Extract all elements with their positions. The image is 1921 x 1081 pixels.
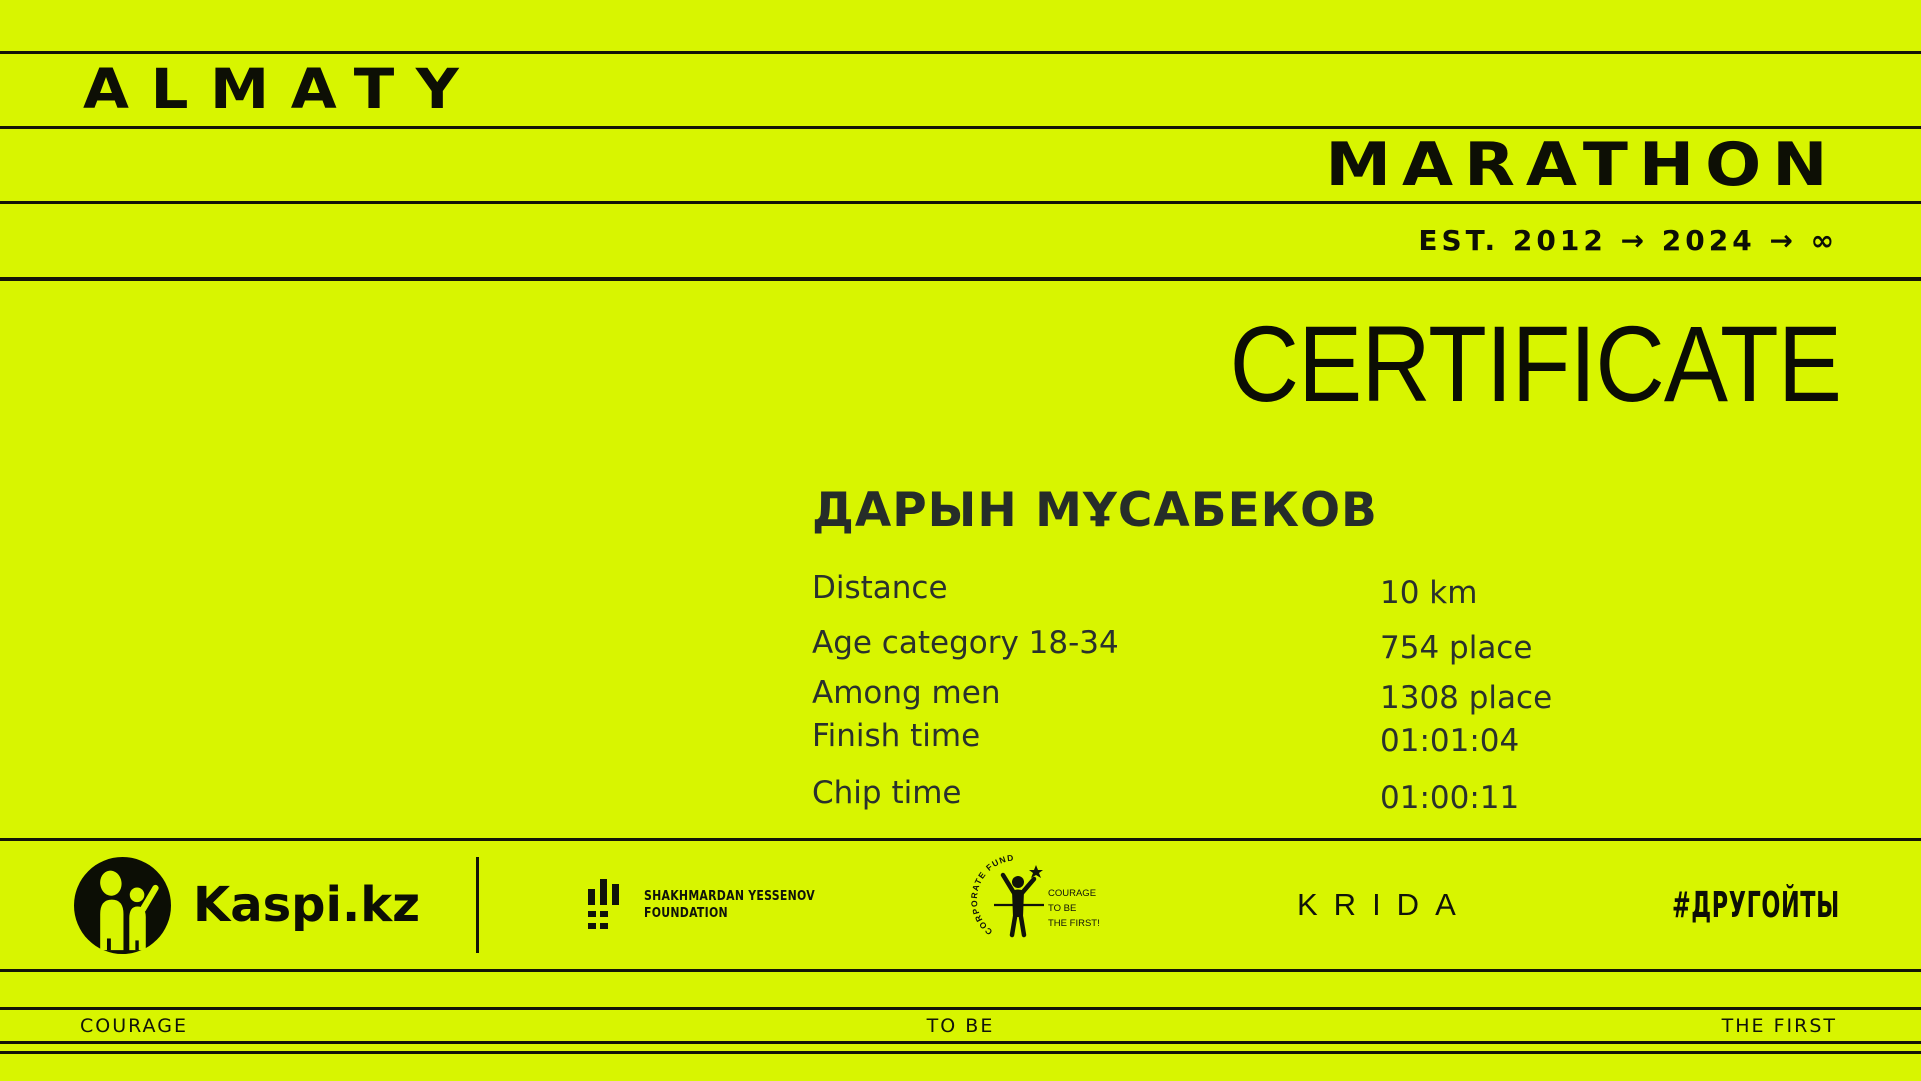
- city-title: ALMATY: [83, 57, 481, 121]
- yessenov-foundation-text: [644, 888, 815, 922]
- established-years: EST. 2012 → 2024 → ∞: [1418, 223, 1838, 257]
- motto-center: TO BE: [926, 1014, 995, 1037]
- fund-text-line1: COURAGE: [1048, 888, 1097, 899]
- motto-strip: [0, 1010, 1921, 1041]
- result-label: Finish time: [812, 718, 981, 754]
- yessenov-foundation-icon: [588, 879, 621, 931]
- fund-text-line3: THE FIRST!: [1048, 918, 1100, 929]
- result-label: Age category 18-34: [812, 625, 1119, 661]
- fund-text-line2: TO BE: [1048, 903, 1077, 914]
- fund-arc-text: CORPORATE FUND: [968, 855, 1016, 938]
- motto-left: COURAGE: [80, 1014, 188, 1037]
- krida-logo: KRIDA: [1297, 887, 1472, 922]
- header-est-band: [0, 204, 1921, 277]
- result-row: [812, 570, 1572, 611]
- corporate-fund-icon: [960, 855, 1140, 955]
- kaspi-logo-icon: [74, 857, 171, 954]
- result-value: 01:00:11: [1380, 780, 1520, 816]
- divider-line: [0, 969, 1921, 972]
- divider-line: [0, 1051, 1921, 1054]
- hashtag-logo: #ДРУГОЙТЫ: [1672, 884, 1840, 926]
- header-city-band: [0, 53, 1921, 126]
- divider-line: [0, 277, 1921, 281]
- header-event-band: [0, 129, 1921, 201]
- result-value: 754 place: [1380, 630, 1533, 666]
- result-label: Distance: [812, 570, 948, 606]
- result-value: 1308 place: [1380, 680, 1553, 716]
- motto-right: THE FIRST: [1721, 1014, 1837, 1037]
- result-label: Chip time: [812, 775, 962, 811]
- svg-text:CORPORATE FUND: [969, 855, 1015, 937]
- certificate-title: CERTIFICATE: [1229, 303, 1841, 424]
- sponsor-band: [0, 841, 1921, 969]
- sponsor-divider: [476, 857, 479, 953]
- result-row: [812, 675, 1572, 716]
- result-row: [812, 625, 1572, 666]
- runner-name: ДАРЫН МҰСАБЕКОВ: [812, 483, 1378, 538]
- yessenov-line2: FOUNDATION: [644, 906, 728, 921]
- yessenov-line1: SHAKHMARDAN YESSENOV: [644, 889, 815, 904]
- kaspi-logo: [74, 841, 420, 969]
- divider-line: [0, 1041, 1921, 1044]
- result-value: 10 km: [1380, 575, 1478, 611]
- result-label: Among men: [812, 675, 1001, 711]
- yessenov-foundation-logo: [588, 841, 847, 969]
- result-value: 01:01:04: [1380, 723, 1520, 759]
- kaspi-logo-text: Kaspi.kz: [193, 877, 421, 933]
- result-row: [812, 775, 1572, 816]
- svg-text:COURAGE TO BE: [1048, 888, 1100, 929]
- result-row: [812, 718, 1572, 759]
- corporate-fund-logo: [960, 841, 1140, 969]
- event-title: MARATHON: [1324, 130, 1838, 200]
